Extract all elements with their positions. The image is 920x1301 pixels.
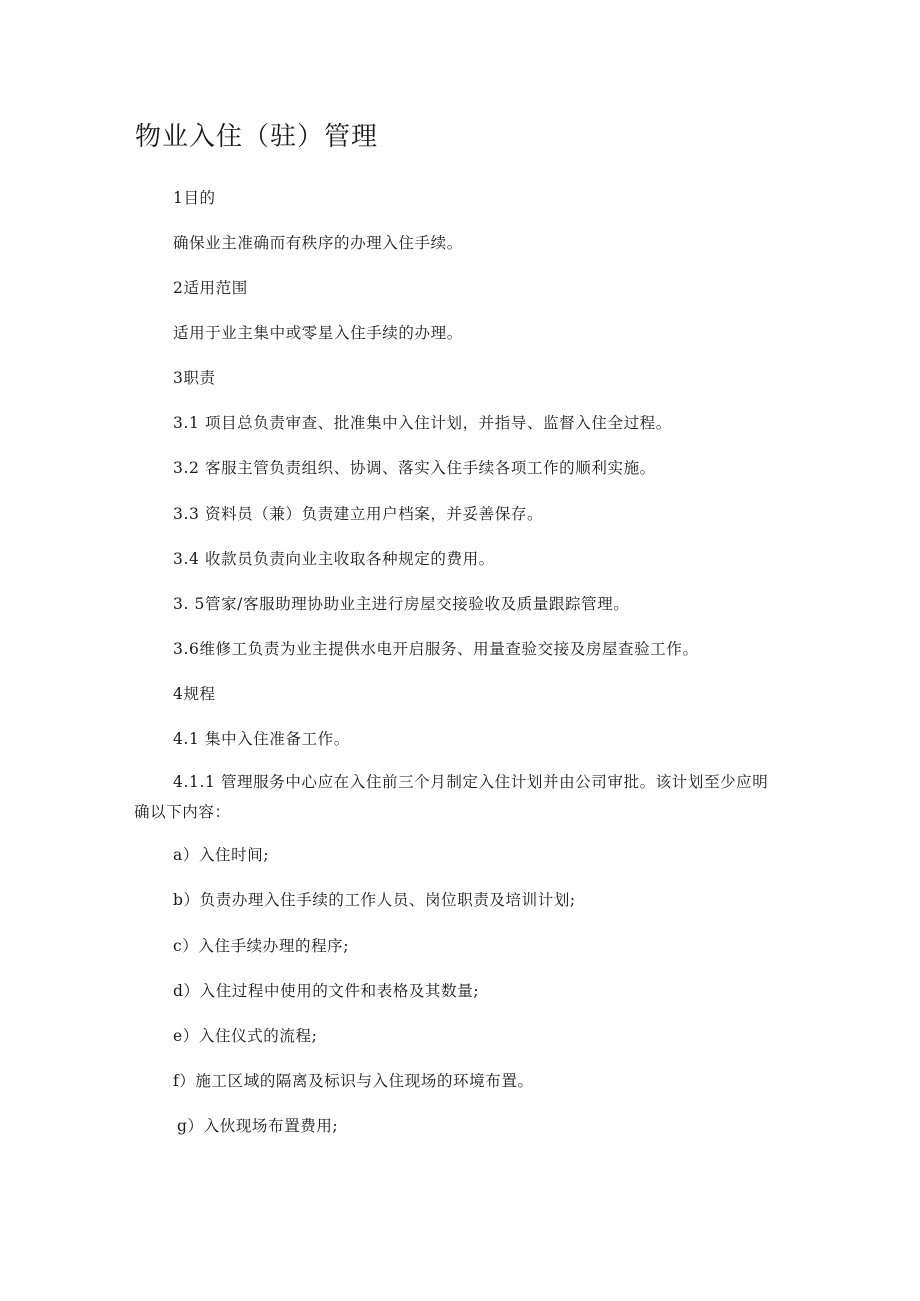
list-item: c）入住手续办理的程序; bbox=[173, 937, 350, 955]
scope-text: 适用于业主集中或零星入住手续的办理。 bbox=[173, 324, 463, 342]
list-item: e）入住仪式的流程; bbox=[173, 1027, 318, 1045]
section-heading-scope: 2适用范围 bbox=[173, 279, 248, 297]
duty-item: 3.2 客服主管负责组织、协调、落实入住手续各项工作的顺利实施。 bbox=[173, 459, 656, 477]
duty-item: 3.6维修工负责为业主提供水电开启服务、用量查验交接及房屋查验工作。 bbox=[173, 640, 699, 658]
section-heading-duties: 3职责 bbox=[173, 369, 216, 387]
duty-item: 3. 5管家/客服助理协助业主进行房屋交接验收及质量跟踪管理。 bbox=[173, 595, 630, 613]
subsection-heading: 4.1 集中入住准备工作。 bbox=[173, 730, 350, 748]
section-heading-procedure: 4规程 bbox=[173, 685, 216, 703]
list-item: g）入伙现场布置费用; bbox=[177, 1117, 339, 1135]
duty-item: 3.1 项目总负责审查、批准集中入住计划，并指导、监督入住全过程。 bbox=[173, 414, 672, 432]
list-item: f）施工区域的隔离及标识与入住现场的环境布置。 bbox=[173, 1072, 534, 1090]
page-title: 物业入住（驻）管理 bbox=[135, 122, 379, 152]
paragraph-4-1-1: 4.1.1 管理服务中心应在入住前三个月制定入住计划并由公司审批。该计划至少应明确以下内容： bbox=[134, 773, 769, 821]
purpose-text: 确保业主准确而有秩序的办理入住手续。 bbox=[173, 234, 463, 252]
duty-item: 3.4 收款员负责向业主收取各种规定的费用。 bbox=[173, 550, 495, 568]
duty-item: 3.3 资料员（兼）负责建立用户档案，并妥善保存。 bbox=[173, 505, 544, 523]
list-item: a）入住时间; bbox=[173, 846, 270, 864]
list-item: d）入住过程中使用的文件和表格及其数量; bbox=[173, 982, 480, 1000]
section-heading-purpose: 1目的 bbox=[173, 189, 216, 207]
list-item: b）负责办理入住手续的工作人员、岗位职责及培训计划; bbox=[173, 891, 576, 909]
